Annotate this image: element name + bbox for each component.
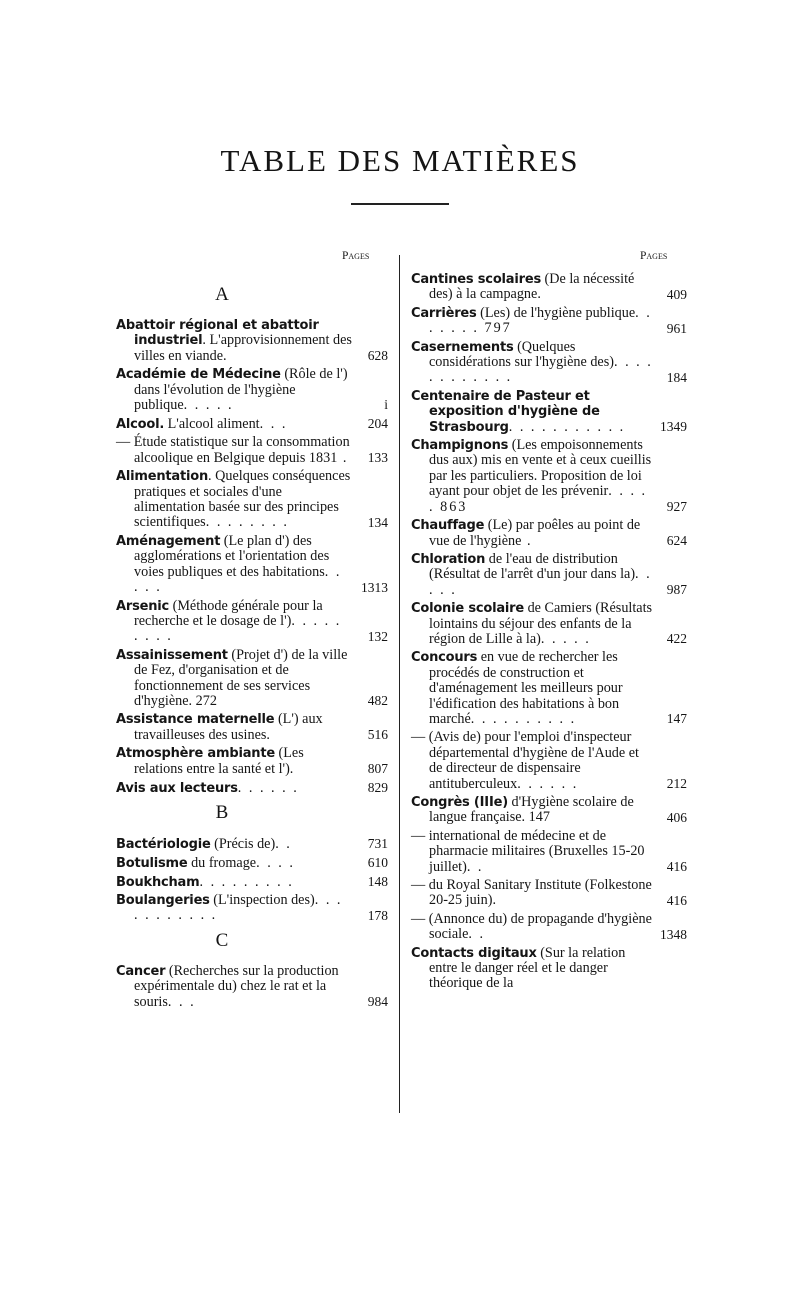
index-entry xyxy=(411,878,687,909)
entry-text: de Camiers (Résultats lointains du séjour des enfants de la région de Lille à la) xyxy=(429,600,653,647)
page-number: 148 xyxy=(367,873,388,889)
entry-heading: Avis aux lecteurs xyxy=(116,780,238,796)
title-rule xyxy=(351,203,449,205)
index-entry xyxy=(116,746,388,777)
index-entry xyxy=(116,435,388,466)
index-entry xyxy=(411,650,687,727)
index-entry xyxy=(116,318,388,364)
dot-leader: . . . . . 863 xyxy=(429,483,648,515)
page-number: 133 xyxy=(367,450,388,466)
page-number: 212 xyxy=(666,776,687,791)
entry-text: (L') aux travailleuses des usines. xyxy=(134,711,323,743)
dot-leader: . . . xyxy=(167,993,196,1010)
entry-text: (Les empoisonnements dus aux) mis en vente et à ceux cueillis par les particuliers. Proposition de loi ayant pour objet de les prévenir xyxy=(429,437,652,500)
dot-leader: . xyxy=(337,449,349,466)
entry-heading: Alcool. xyxy=(116,417,165,433)
entry-text: (Sur la relation entre le danger réel et le danger théorique de la xyxy=(429,944,626,992)
pages-label-right: Pages xyxy=(640,250,668,262)
index-entry xyxy=(411,795,687,826)
entry-heading: Congrès (IIIe) xyxy=(411,795,508,810)
dot-leader: . . . . . . . . . xyxy=(134,612,342,645)
entry-text: (Projet d') de la ville de Fez, d'organisation et de fonctionnement de ses services d'hygiène. 272 xyxy=(134,646,348,709)
page-number: 807 xyxy=(367,760,388,776)
entry-heading: Cancer xyxy=(116,963,166,979)
entry-text: (De la nécessité des) à la campagne. xyxy=(429,271,635,303)
index-entry xyxy=(116,534,388,596)
dot-leader: . . . . . . . . . . . xyxy=(134,891,343,924)
entry-heading: Assistance maternelle xyxy=(116,712,275,728)
entry-heading: Arsenic xyxy=(116,598,170,614)
entry-heading: Carrières xyxy=(411,305,477,321)
entry-text: du fromage xyxy=(187,854,257,871)
entry-text: (Le plan d') des agglomérations et l'orientation des voies publiques et des habitations xyxy=(134,532,330,580)
index-entry xyxy=(411,306,687,337)
index-entry xyxy=(116,648,388,710)
page-number: 1313 xyxy=(361,579,388,595)
index-entry xyxy=(116,469,388,531)
entry-text: de l'eau de distribution (Résultat de l'arrêt d'un jour dans la) xyxy=(429,550,636,583)
dot-leader: . . . . xyxy=(256,854,295,871)
index-entry xyxy=(116,855,388,871)
page-number: 829 xyxy=(367,779,388,795)
index-entry xyxy=(411,552,687,598)
entry-text: (Rôle de l') dans l'évolution de l'hygiène publique xyxy=(134,366,348,414)
index-entry xyxy=(411,946,687,992)
dot-leader: . . . . . . . 797 xyxy=(429,304,652,337)
index-entry xyxy=(411,912,687,943)
index-entry xyxy=(116,416,388,432)
entry-heading: Champignons xyxy=(411,438,509,454)
page-number: 482 xyxy=(367,693,388,709)
dot-leader: . . . . . . . . . . xyxy=(470,710,577,727)
entry-text: (Méthode générale pour la recherche et le dosage de l') xyxy=(134,597,323,629)
page-number: 132 xyxy=(367,628,388,644)
entry-heading: Aménagement xyxy=(116,533,221,549)
entry-text: — (Avis de) pour l'emploi d'inspecteur départemental d'hygiène de l'Aude et de directeur de dispensaire antituberculeux xyxy=(411,729,639,792)
page-number: 1349 xyxy=(660,419,687,435)
section-letter: A xyxy=(215,284,229,305)
page-title: TABLE DES MATIÈRES xyxy=(220,143,580,178)
index-entry xyxy=(116,780,388,796)
index-entry xyxy=(411,730,687,792)
entry-heading: Boulangeries xyxy=(116,892,210,908)
page-number: 731 xyxy=(367,835,388,851)
entry-text: d'Hygiène scolaire de langue française. 147 xyxy=(429,794,634,826)
index-entry xyxy=(411,518,687,549)
page-number: 516 xyxy=(367,727,388,743)
entry-heading: Bactériologie xyxy=(116,836,211,852)
entry-text: (Recherches sur la production expérimentale du) chez le rat et la souris xyxy=(134,962,339,1010)
entry-heading: Abattoir régional et abattoir industriel xyxy=(116,318,319,349)
dot-leader: . . . xyxy=(259,416,288,433)
dot-leader: . . xyxy=(275,835,292,852)
dot-leader: . . . . . . xyxy=(237,779,299,796)
index-entry xyxy=(116,712,388,743)
entry-heading: Casernements xyxy=(411,339,514,355)
dot-leader: . xyxy=(521,532,533,549)
entry-heading: Chloration xyxy=(411,551,486,567)
entry-text: (Les) de l'hygiène publique xyxy=(476,304,636,321)
dot-leader: . . . . . xyxy=(540,630,591,647)
entry-heading: Centenaire de Pasteur et exposition d'hygiène de Strasbourg xyxy=(411,388,600,435)
index-entry xyxy=(116,599,388,645)
entry-heading: Chauffage xyxy=(411,518,485,534)
entry-text: — Étude statistique sur la consommation alcoolique en Belgique depuis 1831 xyxy=(116,434,350,466)
page-number: 610 xyxy=(367,854,388,870)
section-letter: C xyxy=(215,929,229,951)
entry-heading: Botulisme xyxy=(116,855,188,871)
dot-leader: . . . . . . . . xyxy=(205,514,289,531)
dot-leader: . . . . . xyxy=(183,397,234,414)
page-number: 987 xyxy=(666,582,687,598)
page-number: 416 xyxy=(666,859,687,875)
entry-heading: Boukhcham xyxy=(116,874,200,890)
dot-leader: . . xyxy=(468,926,486,943)
pages-label-left: Pages xyxy=(342,250,370,262)
dot-leader: . xyxy=(492,892,498,909)
page-number: 628 xyxy=(367,348,388,364)
index-entry xyxy=(411,272,687,303)
entry-text: L'alcool aliment xyxy=(164,416,260,433)
index-entry xyxy=(411,389,687,435)
entry-heading: Cantines scolaires xyxy=(411,272,541,287)
index-entry xyxy=(411,601,687,647)
page-number: i xyxy=(384,397,388,413)
left-column xyxy=(116,278,388,1013)
index-entry xyxy=(411,340,687,386)
page-number: 416 xyxy=(666,892,687,908)
index-entry xyxy=(116,367,388,413)
entry-text: (Quelques considérations sur l'hygiène des) xyxy=(429,338,614,371)
entry-heading: Concours xyxy=(411,650,478,666)
page-number: 178 xyxy=(367,907,388,923)
index-entry xyxy=(116,836,388,852)
entry-heading: Atmosphère ambiante xyxy=(116,746,275,762)
entry-text: en vue de rechercher les procédés de construction et d'aménagement les meilleurs pour l'édification des habitations à bon marché xyxy=(429,649,623,727)
entry-text: — international de médecine et de pharmacie militaires (Bruxelles 15-20 juillet) xyxy=(411,827,645,875)
page-number: 406 xyxy=(666,809,687,825)
page-number: 184 xyxy=(666,369,687,385)
entry-text: (L'inspection des) xyxy=(209,891,315,908)
index-entry xyxy=(116,893,388,924)
entry-heading: Colonie scolaire xyxy=(411,601,525,617)
dot-leader: . . . . . . . . . . . . xyxy=(429,354,653,386)
page-number: 624 xyxy=(666,532,687,548)
page-number: 422 xyxy=(666,631,687,647)
page-number: 961 xyxy=(666,320,687,336)
page-number: 204 xyxy=(367,416,388,432)
index-entry xyxy=(116,964,388,1010)
entry-heading: Académie de Médecine xyxy=(116,367,281,383)
entry-text: — du Royal Sanitary Institute (Folkestone 20-25 juin) xyxy=(411,877,652,909)
page-number: 1348 xyxy=(660,926,687,942)
dot-leader: . . . . . . . . . . . xyxy=(508,418,626,435)
entry-heading: Contacts digitaux xyxy=(411,945,537,961)
dot-leader: . . . . . xyxy=(429,566,652,598)
entry-text: (Précis de) xyxy=(210,835,276,852)
dot-leader: . . . . . . xyxy=(517,775,579,792)
entry-text: (Les relations entre la santé et l'). xyxy=(134,745,304,777)
dot-leader: . . . . . . . . . xyxy=(199,873,294,890)
entry-heading: Alimentation xyxy=(116,469,209,485)
entry-text: — (Annonce du) de propagande d'hygiène sociale xyxy=(411,910,652,943)
entry-text: . L'approvisionnement des villes en viande. xyxy=(134,332,352,364)
page-number: 927 xyxy=(666,499,687,515)
entry-text: (Le) par poêles au point de vue de l'hygiène xyxy=(429,517,641,549)
index-entry xyxy=(116,874,388,890)
page-number: 147 xyxy=(666,711,687,727)
page-number: 984 xyxy=(367,994,388,1009)
page-number: 134 xyxy=(367,514,388,530)
dot-leader: . . . . . xyxy=(134,563,342,596)
right-column xyxy=(411,272,687,995)
page-number: 409 xyxy=(666,286,687,302)
column-divider xyxy=(399,255,400,1113)
section-letter: B xyxy=(215,801,229,823)
entry-text: . Quelques conséquences pratiques et sociales d'une alimentation basée sur des principes scientifiques xyxy=(134,468,351,531)
dot-leader: . . xyxy=(466,858,484,875)
index-entry xyxy=(411,438,687,515)
entry-heading: Assainissement xyxy=(116,647,228,663)
index-entry xyxy=(411,829,687,875)
